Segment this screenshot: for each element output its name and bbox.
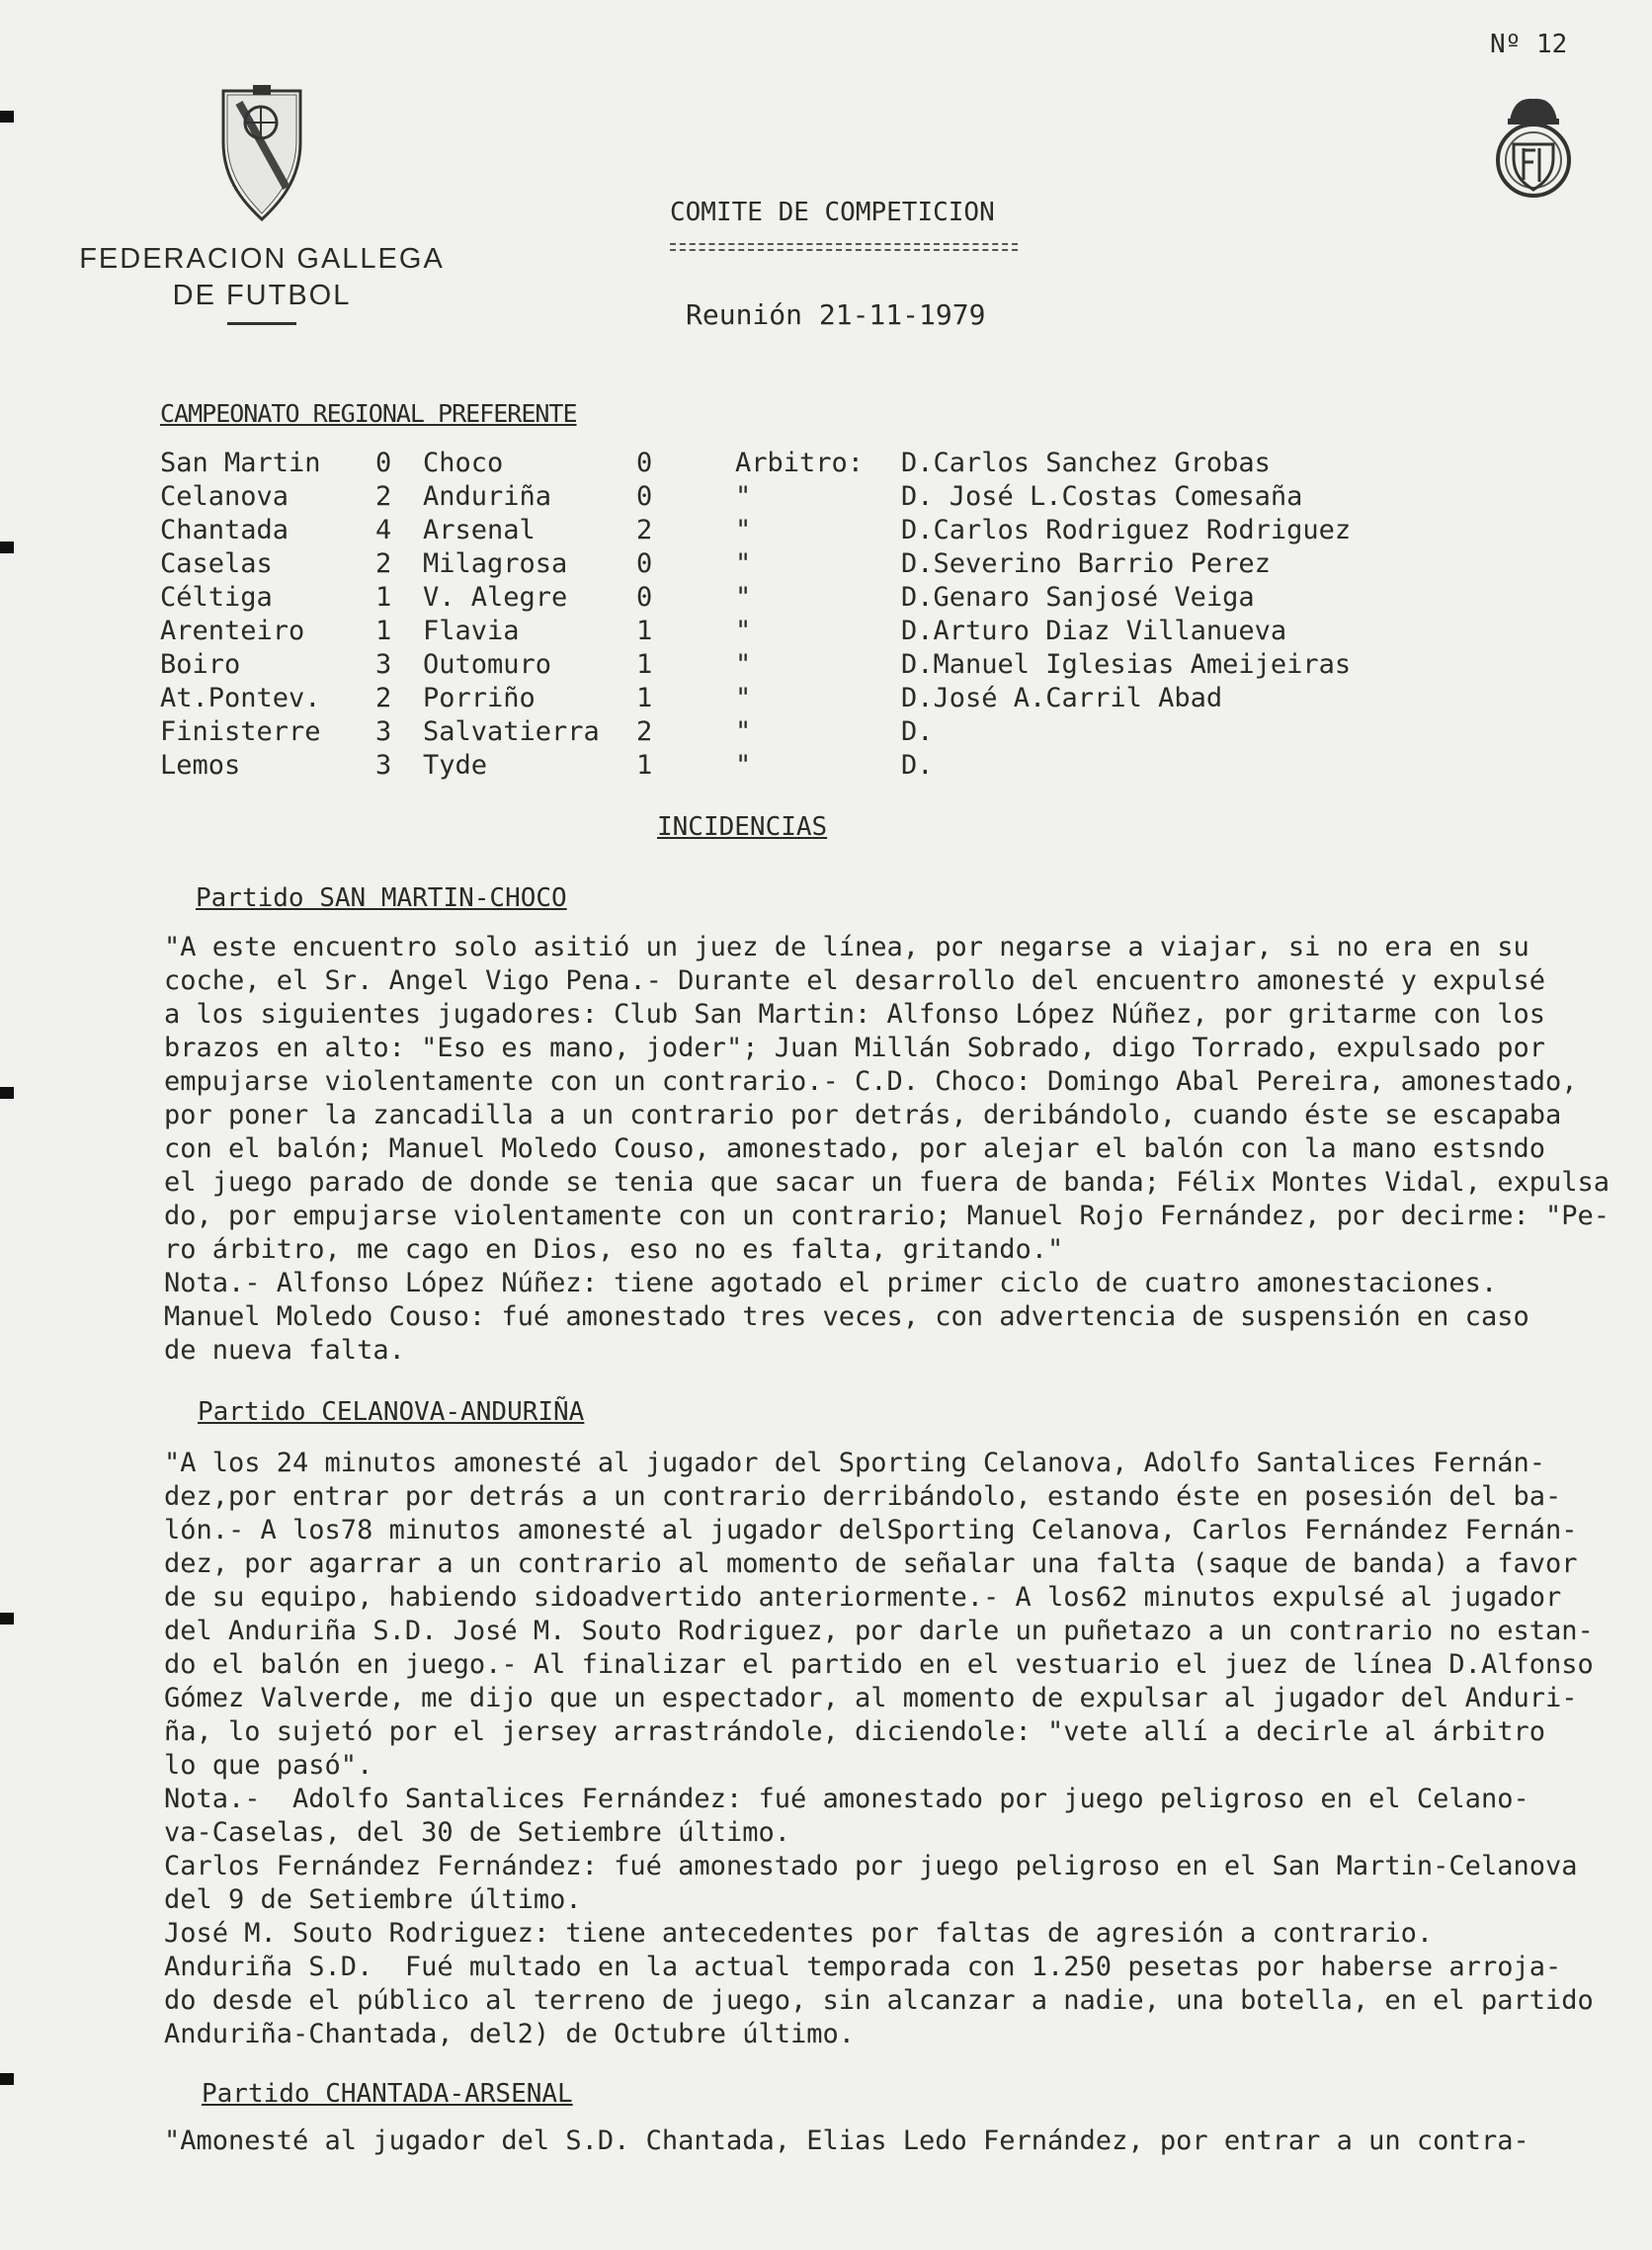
page-number: Nº 12 [1490,30,1568,59]
result-referee-name: D.Carlos Rodriguez Rodriguez [901,515,1352,545]
result-away-team: Choco [423,448,504,478]
result-referee-name: D.Severino Barrio Perez [901,548,1271,579]
text-line: ña, lo sujetó por el jersey arrastrándole, diciendole: "vete allí a decirle al árbitro [164,1716,1545,1747]
title-double-rule [670,243,1018,245]
text-line: Carlos Fernández Fernández: fué amonestado por juego peligroso en el San Martin-Celanova [164,1851,1578,1881]
match-heading: Partido CHANTADA-ARSENAL [202,2079,573,2109]
text-line: dez, por agarrar a un contrario al momento de señalar una falta (saque de banda) a favor [164,1548,1578,1579]
committee-title: COMITE DE COMPETICION [670,198,995,227]
match-heading: Partido SAN MARTIN-CHOCO [196,883,567,913]
text-line: do el balón en juego.- Al finalizar el partido en el vestuario el juez de línea D.Alfonso [164,1649,1594,1680]
result-referee-label: " [735,481,752,512]
match-incident-text [164,1447,1636,2051]
text-line: el juego parado de donde se tenia que sacar un fuera de banda; Félix Montes Vidal, expulsa [164,1167,1610,1198]
result-away-goals: 1 [636,683,653,713]
text-line: Nota.- Alfonso López Núñez: tiene agotado el primer ciclo de cuatro amonestaciones. [164,1268,1498,1298]
result-referee-label: " [735,616,752,646]
result-away-goals: 1 [636,649,653,680]
result-home-goals: 1 [375,616,392,646]
result-referee-label: " [735,582,752,613]
federation-line-1: FEDERACION GALLEGA [79,243,445,275]
text-line: a los siguientes jugadores: Club San Martin: Alfonso López Núñez, por gritarme con los [164,999,1545,1030]
text-line: lón.- A los78 minutos amonesté al jugador delSporting Celanova, Carlos Fernández Fernán- [164,1515,1578,1545]
incidencias-title: INCIDENCIAS [657,812,828,842]
text-line: "A este encuentro solo asitió un juez de línea, por negarse a viajar, si no era en su [164,932,1529,962]
federation-name [69,241,454,314]
text-line: do desde el público al terreno de juego, sin alcanzar a nadie, una botella, en el partido [164,1985,1594,2016]
result-referee-name: D.Manuel Iglesias Ameijeiras [901,649,1352,680]
result-away-team: Anduriña [423,481,552,512]
scan-mark [0,111,14,123]
result-home-goals: 2 [375,548,392,579]
result-home-goals: 3 [375,649,392,680]
result-home-goals: 3 [375,716,392,747]
title-double-rule [670,249,1018,251]
result-home-team: Boiro [160,649,241,680]
result-home-team: Caselas [160,548,273,579]
result-away-goals: 2 [636,716,653,747]
result-away-goals: 1 [636,616,653,646]
result-away-goals: 0 [636,481,653,512]
federation-line-2: DE FUTBOL [172,280,352,311]
scan-mark [0,2073,14,2085]
result-away-goals: 0 [636,448,653,478]
result-home-goals: 2 [375,481,392,512]
result-home-team: Finisterre [160,716,321,747]
result-home-team: Arenteiro [160,616,305,646]
result-away-team: Salvatierra [423,716,600,747]
result-home-goals: 0 [375,448,392,478]
result-referee-label: " [735,548,752,579]
text-line: Gómez Valverde, me dijo que un espectador, al momento de expulsar al jugador del Anduri- [164,1683,1578,1713]
result-away-team: V. Alegre [423,582,568,613]
text-line: ro árbitro, me cago en Dios, eso no es falta, gritando." [164,1234,1064,1265]
text-line: con el balón; Manuel Moledo Couso, amonestado, por alejar el balón con la mano estsndo [164,1133,1545,1164]
text-line: coche, el Sr. Angel Vigo Pena.- Durante el desarrollo del encuentro amonesté y expulsé [164,965,1545,996]
championship-title: CAMPEONATO REGIONAL PREFERENTE [160,399,577,428]
result-referee-name: D.Carlos Sanchez Grobas [901,448,1271,478]
result-referee-label: " [735,683,752,713]
result-home-team: San Martin [160,448,321,478]
text-line: de su equipo, habiendo sidoadvertido anteriormente.- A los62 minutos expulsé al jugador [164,1582,1562,1613]
result-home-team: At.Pontev. [160,683,321,713]
match-heading: Partido CELANOVA-ANDURIÑA [198,1397,585,1427]
text-line: Manuel Moledo Couso: fué amonestado tres veces, con advertencia de suspensión en caso [164,1301,1529,1332]
text-line: Nota.- Adolfo Santalices Fernández: fué amonestado por juego peligroso en el Celano- [164,1784,1529,1814]
match-incident-text [164,931,1636,1368]
text-line: "A los 24 minutos amonesté al jugador del Sporting Celanova, Adolfo Santalices Fernán- [164,1448,1545,1478]
text-line: por poner la zancadilla a un contrario por detrás, deribándolo, cuando éste se escapaba [164,1100,1562,1130]
scan-mark [0,1087,14,1099]
result-away-team: Flavia [423,616,520,646]
scan-mark [0,542,14,553]
text-line: Anduriña-Chantada, del2) de Octubre último. [164,2019,855,2049]
text-line: lo que pasó". [164,1750,373,1781]
result-home-goals: 1 [375,582,392,613]
text-line: "Amonesté al jugador del S.D. Chantada, Elias Ledo Fernández, por entrar a un contra- [164,2125,1529,2156]
match-incident-text [164,2125,1636,2158]
text-line: brazos en alto: "Eso es mano, joder"; Juan Millán Sobrado, digo Torrado, expulsado por [164,1033,1545,1063]
text-line: José M. Souto Rodriguez: tiene antecedentes por faltas de agresión a contrario. [164,1918,1434,1949]
text-line: empujarse violentamente con un contrario.- C.D. Choco: Domingo Abal Pereira, amonestado, [164,1066,1578,1097]
result-away-team: Outomuro [423,649,552,680]
result-referee-label: " [735,649,752,680]
result-referee-name: D.José A.Carril Abad [901,683,1223,713]
federation-shield-logo [217,83,306,223]
result-referee-name: D.Arturo Diaz Villanueva [901,616,1287,646]
result-referee-label: Arbitro: [735,448,865,478]
result-home-team: Lemos [160,750,241,781]
result-referee-name: D. [901,750,934,781]
text-line: del 9 de Setiembre último. [164,1884,582,1915]
divider [227,322,296,325]
text-line: dez,por entrar por detrás a un contrario derribándolo, estando éste en posesión del ba- [164,1481,1562,1512]
result-referee-name: D.Genaro Sanjosé Veiga [901,582,1255,613]
result-home-goals: 2 [375,683,392,713]
result-away-goals: 1 [636,750,653,781]
result-home-goals: 3 [375,750,392,781]
result-referee-name: D. [901,716,934,747]
result-away-goals: 2 [636,515,653,545]
result-away-goals: 0 [636,582,653,613]
text-line: del Anduriña S.D. José M. Souto Rodriguez, por darle un puñetazo a un contrario no estan- [164,1616,1594,1646]
result-away-team: Porriño [423,683,536,713]
text-line: va-Caselas, del 30 de Setiembre último. [164,1817,790,1848]
meeting-date: Reunión 21-11-1979 [686,298,986,331]
result-away-team: Milagrosa [423,548,568,579]
result-away-team: Arsenal [423,515,536,545]
result-home-team: Céltiga [160,582,273,613]
result-home-team: Celanova [160,481,289,512]
result-away-team: Tyde [423,750,488,781]
result-referee-name: D. José L.Costas Comesaña [901,481,1303,512]
result-referee-label: " [735,515,752,545]
text-line: do, por empujarse violentamente con un contrario; Manuel Rojo Fernández, por decirme: "Pe- [164,1201,1610,1231]
text-line: de nueva falta. [164,1335,405,1366]
result-away-goals: 0 [636,548,653,579]
result-referee-label: " [735,750,752,781]
scan-mark [0,1613,14,1625]
result-referee-label: " [735,716,752,747]
text-line: Anduriña S.D. Fué multado en la actual temporada con 1.250 pesetas por haberse arroja- [164,1952,1562,1982]
result-home-team: Chantada [160,515,289,545]
result-home-goals: 4 [375,515,392,545]
rfef-crest-logo [1492,93,1575,204]
